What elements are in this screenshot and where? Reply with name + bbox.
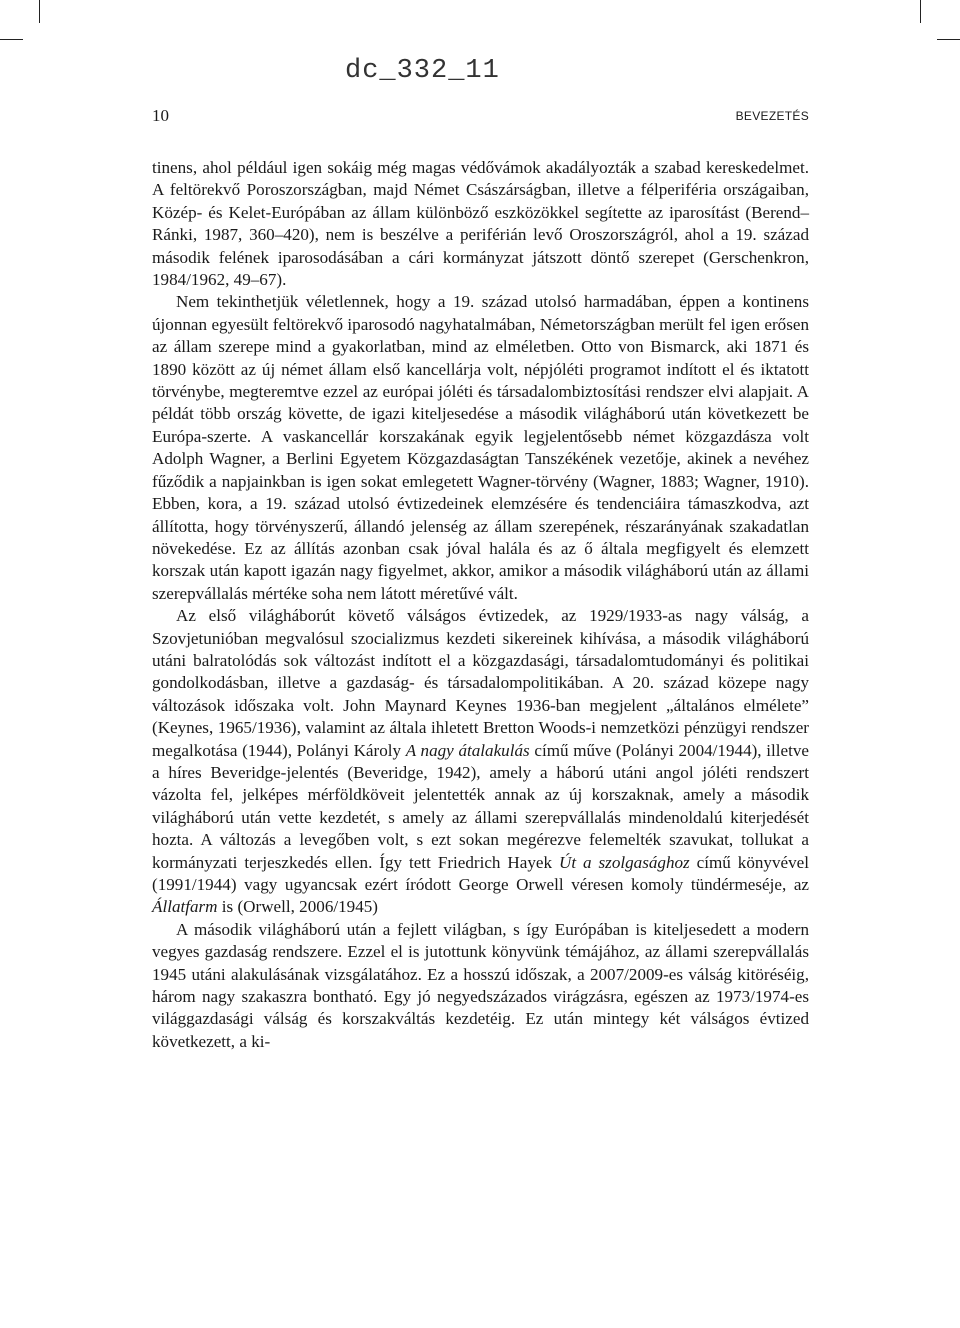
crop-mark-top-left-vertical [39,0,40,23]
paragraph-text: Nem tekinthetjük véletlennek, hogy a 19. század utolsó harmadában, éppen a kontinens újonnan egyesült feltörekvő iparosodó nagyhatalmában, Németországban merült fel igen erősen az állam szerepe mind a gyakorlatban, mind az elméletben. Otto von Bismarck, aki 1871 és 1890 között az új német állam első kancellárja volt, népjóléti programot indított el és iktatott törvénybe, megteremtve ezzel az európai jóléti és társadalombiztosítási rendszer elvi alapjait. A példát több ország követte, de igazi kiteljesedése a második világháború után következett be Európa-szerte. A vaskancellár korszakának egyik legjelentősebb német közgazdásza volt Adolph Wagner, a Berlini Egyetem Közgazdaságtan Tanszékének vezetője, akinek a nevéhez fűződik a napjainkban is igen sokat emlegetett Wagner-törvény (Wagner, 1883; Wagner, 1910). Ebben, kora, a 19. század utolsó évtizedeinek elemzésére és tendenciáira támaszkodva, azt állította, hogy törvényszerű, állandó jelenség az állam szerepének, részarányának szakadatlan növekedése. Ez az állítás azonban csak jóval halála és az ő általa megfigyelt és elemzett korszak után kapott igazán nagy figyelmet, akkor, amikor a második világháború után az állami szerepvállalás mértéke soha nem látott méretűvé vált. [152,292,809,603]
paragraph-text: is (Orwell, 2006/1945) [217,897,379,917]
chapter-title: BEVEZETÉS [735,109,809,123]
crop-mark-top-left-horizontal [0,39,23,40]
crop-mark-top-right-horizontal [937,39,960,40]
paragraph [152,605,809,919]
italic-title-text: Út a szolgasághoz [558,852,690,872]
paragraph-text: Az első világháborút követő válságos évtizedek, az 1929/1933-as nagy válság, a Szovjetunióban megvalósul szocializmus kezdeti sikereinek kihívása, a második világháború utáni balratolódás sok változást indított el a közgazdasági, társadalomtudományi és politikai gondolkodásban, illetve a gazdaság- és társadalompolitikában. A 20. század közepe nagy változások időszaka volt. John Maynard Keynes 1936-ban megjelent „általános elmélete” (Keynes, 1965/1936), valamint az általa ihletett Bretton Woods-i nemzetközi pénzügyi rendszer megalkotása (1944), Polányi Károly [152,606,809,760]
paragraph [152,919,809,1053]
paragraph [152,291,809,605]
document-id: dc_332_11 [345,56,500,86]
paragraph-text: A második világháború után a fejlett világban, s így Európában is kiteljesedett a modern vegyes gazdaság rendszere. Ezzel el is jutottunk könyvünk témájához, az állami szerepvállalás 1945 utáni alakulásának vizsgálatához. Ez a hosszú időszak, a 2007/2009-es válság kitöréséig, három nagy szakaszra bontható. Egy jó negyedszázados virágzásra, egészen az 1973/1974-es világgazdasági válság és korszakváltás kezdetéig. Ez után mintegy két válságos évtized következett, a ki- [152,919,809,1051]
italic-title-text: A nagy átalakulás [405,740,530,760]
running-header [152,106,809,130]
paragraph-text: című könyvével (1991/1944) vagy ugyancsak ezért íródott George Orwell véresen komoly tündérmeséje, az [152,852,809,894]
paragraph-text: című műve (Polányi 2004/1944), illetve a híres Beveridge-jelentés (Beveridge, 1942), amely a háború utáni angol jóléti rendszert vázolta fel, jelképes mérföldköveit jelentették annak az új korszaknak, amely a második világháború után vette kezdetét, s amely az állami szerepvállalás mindenoldalú kiterjedését hozta. A változás a levegőben volt, s ezt sokan megérezve felemelték szavukat, tollukat a kormányzati terjeszkedés ellen. Így tett Friedrich Hayek [152,740,809,872]
paragraph [152,157,809,291]
paragraph-text: tinens, ahol például igen sokáig még magas védővámok akadályozták a szabad kereskedelmet. A feltörekvő Poroszországban, majd Német Császárságban, illetve a félperiféria országaiban, Közép- és Kelet-Európában az állam különböző eszközökkel segítette az iparosítást (Berend–Ránki, 1987, 360–420), nem is beszélve a periférián levő Oroszországról, ahol a 19. század második felének iparosodásában a cári kormányzat játszott döntő szerepet (Gerschenkron, 1984/1962, 49–67). [152,158,809,290]
body-text [152,157,809,1053]
page-number: 10 [152,106,169,125]
italic-title-text: Állatfarm [152,897,218,917]
crop-mark-top-right-vertical [920,0,921,23]
